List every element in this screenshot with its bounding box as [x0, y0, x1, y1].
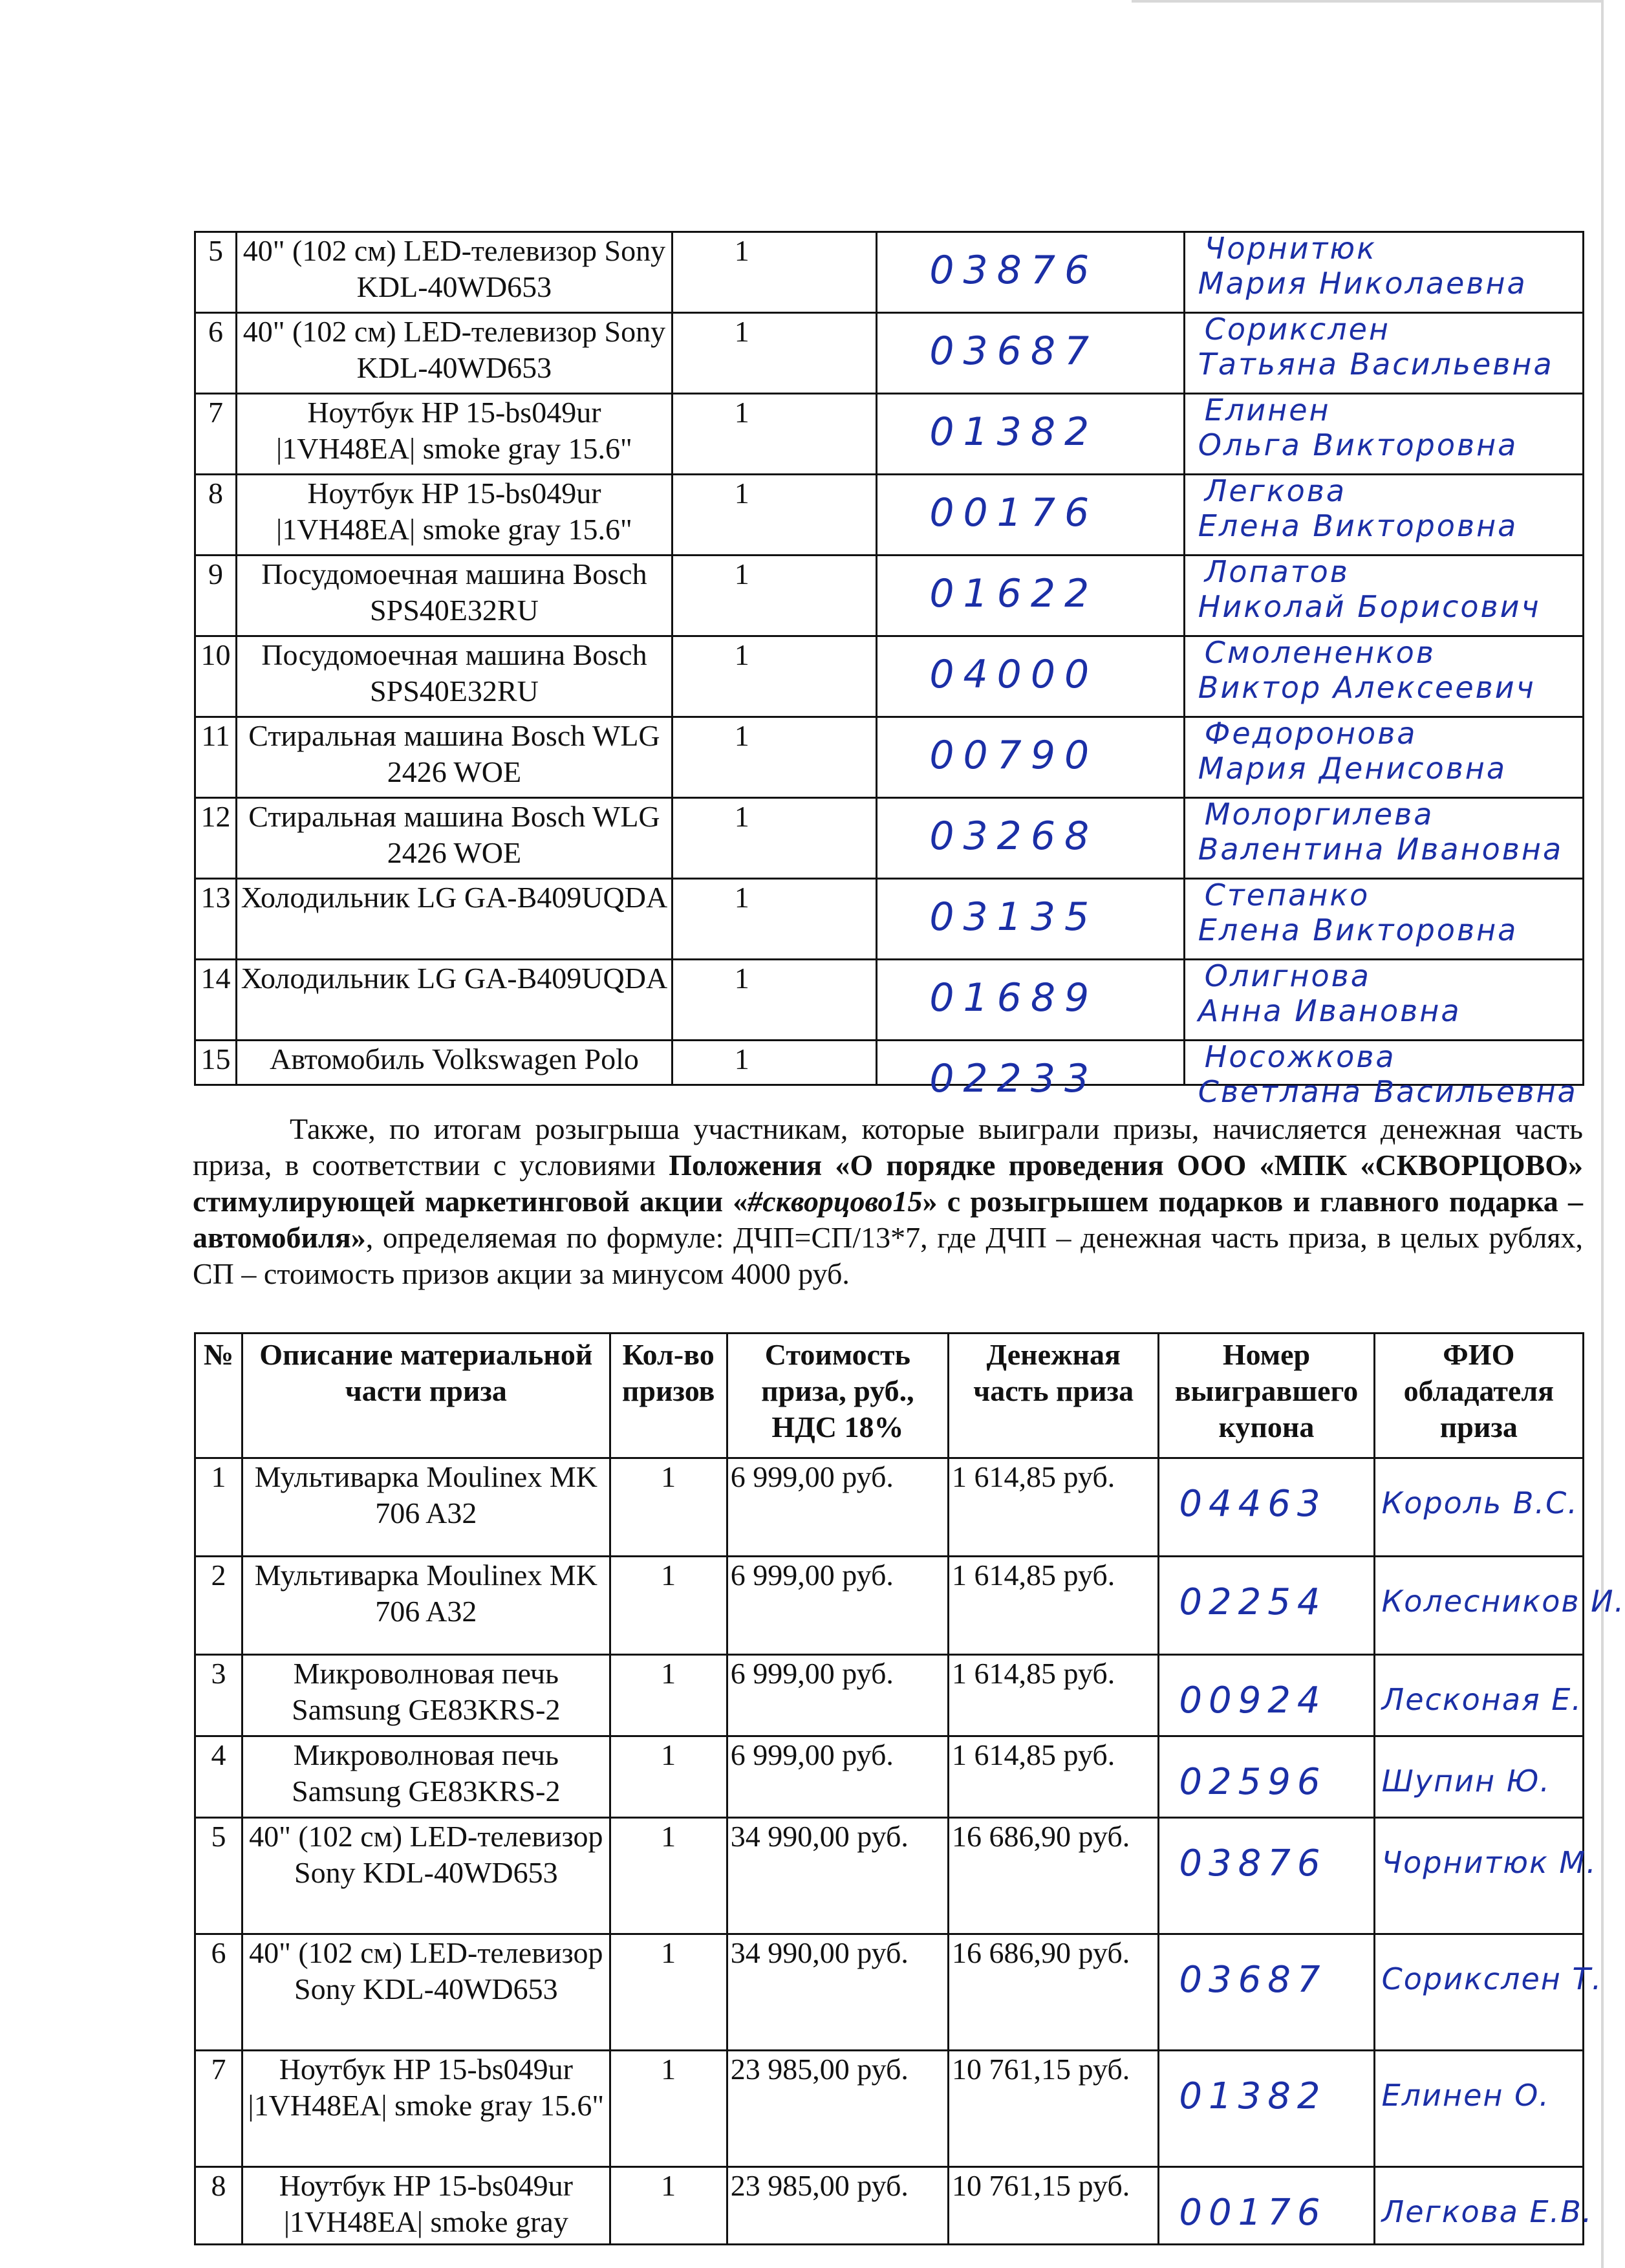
handwritten-surname: Лопатов	[1204, 554, 1350, 589]
handwritten-surname: Федоронова	[1204, 716, 1417, 751]
winner-name-cell	[1184, 475, 1583, 556]
winner-name-cell	[1184, 556, 1583, 636]
handwritten-coupon: 03135	[929, 894, 1099, 940]
handwritten-fio: Чорнитюк М.	[1381, 1845, 1597, 1880]
prize-quantity: 1	[672, 798, 877, 879]
coupon-cell	[877, 232, 1184, 313]
table-row	[195, 1458, 1584, 1557]
row-number: 5	[195, 232, 237, 313]
winner-name-cell	[1184, 798, 1583, 879]
coupon-cell	[877, 636, 1184, 717]
handwritten-coupon: 01622	[929, 571, 1099, 616]
prize-description: Ноутбук HP 15-bs049ur |1VH48EA| smoke gray 15.6"	[237, 475, 673, 556]
money-part: 16 686,90 руб.	[949, 1934, 1159, 2051]
winner-fio-cell	[1374, 1458, 1583, 1557]
prize-price: 6 999,00 руб.	[727, 1655, 948, 1736]
table-row	[195, 879, 1584, 960]
money-part: 16 686,90 руб.	[949, 1818, 1159, 1934]
prize-description: Посудомоечная машина Bosch SPS40E32RU	[237, 636, 673, 717]
prize-price: 6 999,00 руб.	[727, 1736, 948, 1818]
handwritten-coupon: 03687	[1179, 1959, 1327, 2001]
prize-price: 6 999,00 руб.	[727, 1458, 948, 1557]
coupon-cell	[877, 1041, 1184, 1101]
scan-edge-right	[1601, 0, 1604, 2268]
prize-price: 23 985,00 руб.	[727, 2167, 948, 2245]
handwritten-coupon: 03876	[929, 248, 1099, 293]
handwritten-coupon: 04000	[929, 652, 1099, 697]
row-number: 7	[195, 394, 237, 475]
row-number: 8	[195, 2167, 242, 2245]
handwritten-given-names: Анна Ивановна	[1198, 993, 1461, 1028]
row-number: 9	[195, 556, 237, 636]
prize-price: 34 990,00 руб.	[727, 1934, 948, 2051]
prize-description: 40" (102 см) LED-телевизор Sony KDL-40WD653	[237, 232, 673, 313]
handwritten-surname: Носожкова	[1204, 1039, 1396, 1074]
row-number: 6	[195, 313, 237, 394]
row-number: 12	[195, 798, 237, 879]
prize-description: Ноутбук HP 15-bs049ur |1VH48EA| smoke gray 15.6"	[242, 2051, 610, 2167]
row-number: 1	[195, 1458, 242, 1557]
header-price: Стоимость приза, руб., НДС 18%	[727, 1334, 948, 1458]
row-number: 8	[195, 475, 237, 556]
header-money: Денежная часть приза	[949, 1334, 1159, 1458]
scan-edge-top	[1132, 0, 1604, 3]
table-row	[195, 232, 1584, 313]
handwritten-given-names: Виктор Алексеевич	[1198, 670, 1536, 705]
row-number: 6	[195, 1934, 242, 2051]
table-row	[195, 2167, 1584, 2245]
winner-name-cell	[1184, 394, 1583, 475]
winner-fio-cell	[1374, 1818, 1597, 1934]
handwritten-given-names: Мария Николаевна	[1198, 266, 1527, 301]
handwritten-given-names: Николай Борисович	[1198, 589, 1541, 624]
prize-description: Ноутбук HP 15-bs049ur |1VH48EA| smoke gray 15.6"	[237, 394, 673, 475]
handwritten-surname: Легкова	[1204, 473, 1347, 508]
table-row	[195, 717, 1584, 798]
prize-table-1	[194, 231, 1584, 1109]
prize-quantity: 1	[672, 394, 877, 475]
prize-description: 40" (102 см) LED-телевизор Sony KDL-40WD653	[242, 1818, 610, 1934]
table-row	[195, 394, 1584, 475]
winner-name-cell	[1184, 636, 1583, 717]
money-part: 1 614,85 руб.	[949, 1458, 1159, 1557]
winner-fio-cell	[1374, 1557, 1625, 1655]
handwritten-fio: Елинен О.	[1381, 2078, 1550, 2113]
money-part: 10 761,15 руб.	[949, 2051, 1159, 2167]
handwritten-fio: Шупин Ю.	[1381, 1764, 1551, 1798]
coupon-cell	[877, 798, 1184, 879]
prize-table-2	[194, 1332, 1625, 2245]
winner-name-cell	[1184, 1039, 1583, 1109]
coupon-cell	[1159, 1557, 1374, 1655]
prize-quantity: 1	[610, 2051, 727, 2167]
coupon-cell	[877, 556, 1184, 636]
handwritten-coupon: 02233	[929, 1056, 1099, 1101]
handwritten-given-names: Мария Денисовна	[1198, 751, 1507, 786]
table-header-row	[195, 1334, 1584, 1458]
prize-quantity: 1	[672, 313, 877, 394]
row-number: 4	[195, 1736, 242, 1818]
handwritten-surname: Чорнитюк	[1204, 231, 1377, 266]
prize-description: 40" (102 см) LED-телевизор Sony KDL-40WD653	[237, 313, 673, 394]
row-number: 10	[195, 636, 237, 717]
prize-quantity: 1	[672, 960, 877, 1041]
winner-name-cell	[1184, 717, 1583, 798]
money-part: 1 614,85 руб.	[949, 1655, 1159, 1736]
prize-description: Ноутбук HP 15-bs049ur |1VH48EA| smoke gray	[242, 2167, 610, 2245]
row-number: 3	[195, 1655, 242, 1736]
winner-name-cell	[1184, 960, 1583, 1041]
handwritten-fio: Колесников И.	[1381, 1584, 1625, 1619]
coupon-cell	[877, 717, 1184, 798]
prize-quantity: 1	[610, 1736, 727, 1818]
formula-paragraph	[193, 1111, 1583, 1292]
handwritten-coupon: 02254	[1179, 1581, 1327, 1623]
coupon-cell	[1159, 1458, 1374, 1557]
paragraph-text: Также, по итогам розыгрыша участникам, которые выиграли призы, начисляется денежная часть приза, в соответствии с условиями Положения «О порядке проведения ООО «МПК «СКВОРЦОВО» стимулирующей маркетинговой акции «#скворцово15» с розыгрышем подарков и главного подарка – автомобиля», определяемая по формуле: ДЧП=СП/13*7, где ДЧП – денежная часть приза, в целых рублях, СП – стоимость призов акции за минусом 4000 руб.	[193, 1112, 1583, 1290]
coupon-cell	[877, 394, 1184, 475]
handwritten-coupon: 03268	[929, 814, 1099, 859]
coupon-cell	[1159, 1934, 1374, 2051]
money-part: 1 614,85 руб.	[949, 1557, 1159, 1655]
prize-description: Мультиварка Moulinex MK 706 A32	[242, 1458, 610, 1557]
handwritten-surname: Сорикслен	[1204, 312, 1390, 347]
prize-description: Микроволновая печь Samsung GE83KRS-2	[242, 1736, 610, 1818]
prize-price: 6 999,00 руб.	[727, 1557, 948, 1655]
prize-description: Микроволновая печь Samsung GE83KRS-2	[242, 1655, 610, 1736]
handwritten-coupon: 02596	[1179, 1761, 1327, 1803]
row-number: 2	[195, 1557, 242, 1655]
prize-quantity: 1	[672, 879, 877, 960]
money-part: 1 614,85 руб.	[949, 1736, 1159, 1818]
prize-description: Холодильник LG GA-B409UQDA	[237, 879, 673, 960]
row-number: 5	[195, 1818, 242, 1934]
handwritten-coupon: 00176	[929, 490, 1099, 535]
prize-quantity: 1	[610, 2167, 727, 2245]
handwritten-fio: Лесконая Е.	[1381, 1682, 1582, 1717]
handwritten-coupon: 00924	[1179, 1679, 1327, 1722]
header-desc: Описание материальной части приза	[242, 1334, 610, 1458]
handwritten-given-names: Татьяна Васильевна	[1198, 347, 1554, 382]
prize-quantity: 1	[672, 717, 877, 798]
handwritten-given-names: Ольга Викторовна	[1198, 427, 1518, 462]
handwritten-given-names: Елена Викторовна	[1198, 913, 1518, 947]
prize-quantity: 1	[672, 636, 877, 717]
prize-quantity: 1	[610, 1934, 727, 2051]
coupon-cell	[877, 879, 1184, 960]
table-row	[195, 2051, 1584, 2167]
table-row	[195, 1934, 1584, 2051]
handwritten-coupon: 03687	[929, 329, 1099, 374]
coupon-cell	[1159, 2051, 1374, 2167]
prize-description: Стиральная машина Bosch WLG 2426 WOE	[237, 717, 673, 798]
winner-fio-cell	[1374, 1655, 1583, 1736]
prize-description: Посудомоечная машина Bosch SPS40E32RU	[237, 556, 673, 636]
handwritten-given-names: Валентина Ивановна	[1198, 832, 1564, 867]
prize-quantity: 1	[672, 232, 877, 313]
table-row	[195, 1557, 1584, 1655]
handwritten-fio: Легкова Е.В.	[1381, 2194, 1593, 2229]
coupon-cell	[877, 313, 1184, 394]
header-coupon: Номер выигравшего купона	[1159, 1334, 1374, 1458]
row-number: 7	[195, 2051, 242, 2167]
table-row	[195, 636, 1584, 717]
winner-name-cell	[1184, 232, 1583, 313]
prize-description: Холодильник LG GA-B409UQDA	[237, 960, 673, 1041]
handwritten-surname: Степанко	[1204, 878, 1370, 913]
table-row	[195, 475, 1584, 556]
money-part: 10 761,15 руб.	[949, 2167, 1159, 2245]
prize-description: 40" (102 см) LED-телевизор Sony KDL-40WD653	[242, 1934, 610, 2051]
prize-quantity: 1	[672, 1041, 877, 1085]
coupon-cell	[1159, 1736, 1374, 1818]
table-row	[195, 1041, 1584, 1085]
winner-fio-cell	[1374, 1736, 1583, 1818]
header-fio: ФИО обладателя приза	[1374, 1334, 1583, 1458]
row-number: 13	[195, 879, 237, 960]
header-num: №	[195, 1334, 242, 1458]
winner-fio-cell	[1374, 2051, 1583, 2167]
coupon-cell	[877, 475, 1184, 556]
header-qty: Кол-во призов	[610, 1334, 727, 1458]
handwritten-surname: Олигнова	[1204, 958, 1371, 993]
handwritten-coupon: 00790	[929, 733, 1099, 778]
prize-price: 23 985,00 руб.	[727, 2051, 948, 2167]
handwritten-coupon: 04463	[1179, 1483, 1327, 1525]
prize-quantity: 1	[610, 1655, 727, 1736]
handwritten-coupon: 03876	[1179, 1842, 1327, 1885]
table-row	[195, 1736, 1584, 1818]
coupon-cell	[877, 960, 1184, 1041]
handwritten-surname: Елинен	[1204, 393, 1331, 427]
winner-name-cell	[1184, 879, 1583, 960]
handwritten-surname: Молоргилева	[1204, 797, 1434, 832]
winner-name-cell	[1184, 313, 1583, 394]
table-row	[195, 1818, 1584, 1934]
prize-quantity: 1	[610, 1458, 727, 1557]
handwritten-coupon: 01382	[1179, 2075, 1327, 2117]
handwritten-fio: Сорикслен Т.	[1381, 1961, 1603, 1996]
coupon-cell	[1159, 1655, 1374, 1736]
prize-quantity: 1	[610, 1557, 727, 1655]
row-number: 11	[195, 717, 237, 798]
coupon-cell	[1159, 1818, 1374, 1934]
handwritten-coupon: 00176	[1179, 2192, 1327, 2234]
prize-description: Мультиварка Moulinex MK 706 A32	[242, 1557, 610, 1655]
handwritten-fio: Король В.С.	[1381, 1485, 1578, 1520]
prize-description: Автомобиль Volkswagen Polo	[237, 1041, 673, 1085]
prize-description: Стиральная машина Bosch WLG 2426 WOE	[237, 798, 673, 879]
winner-fio-cell	[1374, 1934, 1603, 2051]
table-row	[195, 960, 1584, 1041]
table-row	[195, 313, 1584, 394]
handwritten-coupon: 01689	[929, 975, 1099, 1021]
row-number: 14	[195, 960, 237, 1041]
prize-quantity: 1	[672, 556, 877, 636]
handwritten-coupon: 01382	[929, 409, 1099, 455]
prize-price: 34 990,00 руб.	[727, 1818, 948, 1934]
prize-quantity: 1	[610, 1818, 727, 1934]
table-row	[195, 1655, 1584, 1736]
row-number: 15	[195, 1041, 237, 1085]
table-row	[195, 556, 1584, 636]
handwritten-given-names: Елена Викторовна	[1198, 508, 1518, 543]
table-row	[195, 798, 1584, 879]
coupon-cell	[1159, 2167, 1374, 2245]
handwritten-surname: Смолененков	[1204, 635, 1436, 670]
handwritten-given-names: Светлана Васильевна	[1198, 1074, 1578, 1109]
winner-fio-cell	[1374, 2167, 1593, 2245]
prize-quantity: 1	[672, 475, 877, 556]
